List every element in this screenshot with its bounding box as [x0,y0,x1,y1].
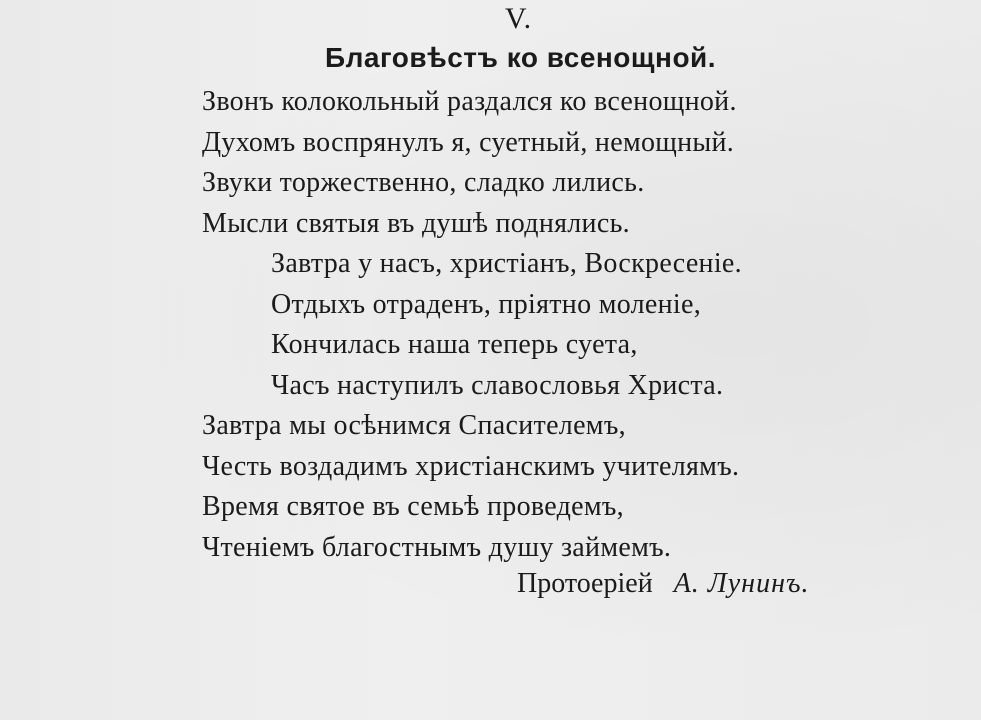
stanza-1 [202,82,737,244]
poem-line: Чтеніемъ благостнымъ душу займемъ. [202,531,672,563]
poem-line: Отдыхъ отраденъ, пріятно моленіе, [271,288,702,320]
author-name: А. Лунинъ. [673,568,810,599]
poem-line: Мысли святыя въ душѣ поднялись. [202,207,630,239]
poem-line: Завтра мы осѣнимся Спасителемъ, [202,410,626,441]
poem-line: Время святое въ семьѣ проведемъ, [202,491,624,522]
author-signature [517,568,810,600]
section-numeral: V. [504,2,533,35]
poem-line: Звонъ колокольный раздался ко всенощной. [202,86,737,117]
poem-line: Часъ наступилъ славословья Христа. [271,369,724,401]
poem-line: Честь воздадимъ христіанскимъ учителямъ. [202,450,740,482]
stanza-3 [202,406,739,568]
poem-title: Благовѣстъ ко всенощной. [324,42,717,73]
stanza-2 [271,244,742,406]
poem-line: Звуки торжественно, сладко лились. [202,167,645,198]
poem-line: Духомъ воспрянулъ я, суетный, немощный. [202,126,735,158]
author-rank: Протоерiей [517,568,653,599]
poem-line: Кончилась наша теперь суета, [271,329,638,360]
poem-line: Завтра у насъ, христіанъ, Воскресеніе. [271,248,742,279]
